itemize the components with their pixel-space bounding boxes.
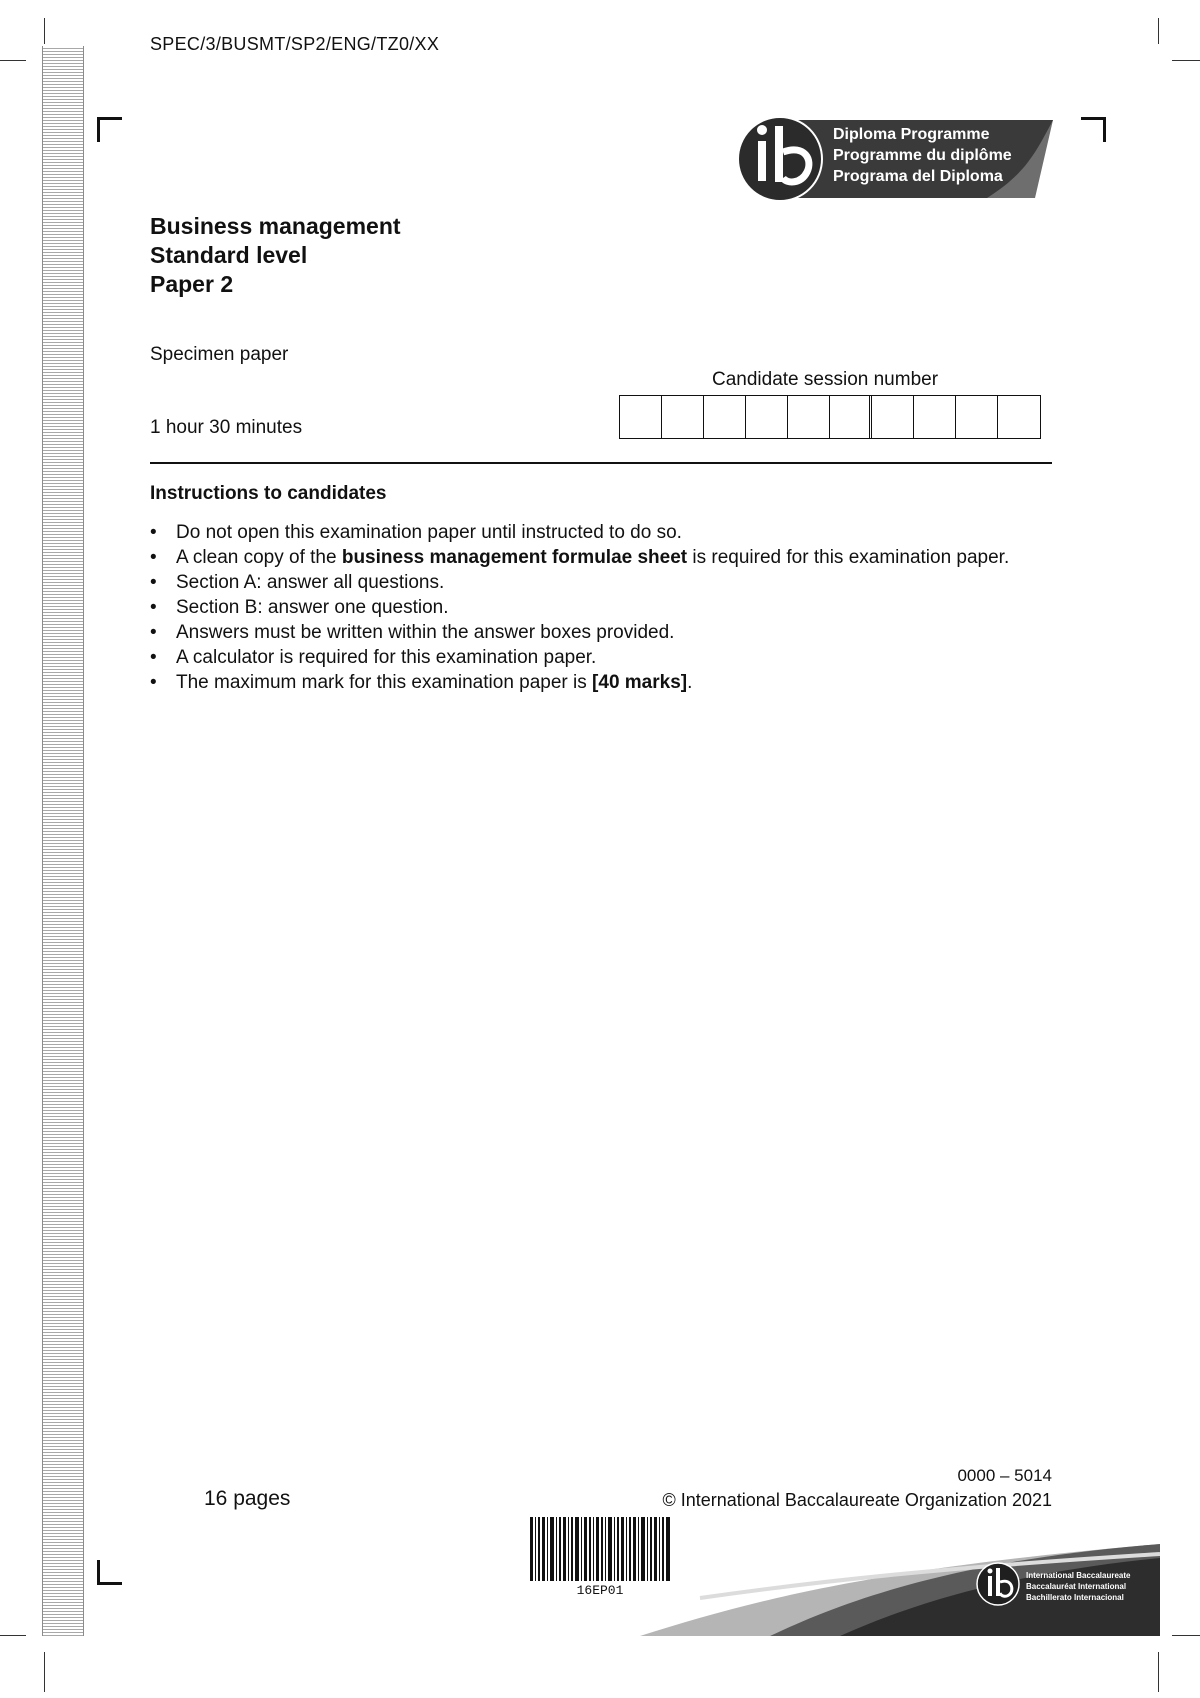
instruction-item: • Do not open this examination paper until instructed to do so. xyxy=(150,520,1050,545)
instruction-item: • A clean copy of the business management formulae sheet is required for this examination paper. xyxy=(150,545,1050,570)
divider xyxy=(150,462,1052,464)
candidate-session-box[interactable] xyxy=(662,396,704,438)
candidate-session-box[interactable] xyxy=(872,396,914,438)
corner-bracket-top-right xyxy=(1081,117,1106,142)
instruction-item: • The maximum mark for this examination paper is [40 marks]. xyxy=(150,670,1050,695)
candidate-session-box[interactable] xyxy=(704,396,746,438)
instruction-item: • Section A: answer all questions. xyxy=(150,570,1050,595)
duration-label: 1 hour 30 minutes xyxy=(150,417,303,438)
ib-logo-icon xyxy=(735,114,1055,204)
candidate-session-box[interactable] xyxy=(620,396,662,438)
barcode-label: 16EP01 xyxy=(576,1583,624,1598)
candidate-session-box[interactable] xyxy=(746,396,788,438)
subject-title: Business management xyxy=(150,213,401,239)
trim-mark xyxy=(0,1635,26,1636)
trim-mark xyxy=(1158,18,1159,44)
instruction-item: • A calculator is required for this examination paper. xyxy=(150,645,1050,670)
instruction-item: • Section B: answer one question. xyxy=(150,595,1050,620)
instructions-list xyxy=(150,520,1050,695)
candidate-session-box[interactable] xyxy=(788,396,830,438)
candidate-session-box[interactable] xyxy=(914,396,956,438)
instruction-item: • Answers must be written within the answer boxes provided. xyxy=(150,620,1050,645)
paper-number: Paper 2 xyxy=(150,271,234,297)
corner-bracket-bottom-left xyxy=(97,1560,122,1585)
logo-line: Programme du diplôme xyxy=(833,147,1012,164)
candidate-session-label: Candidate session number xyxy=(712,369,939,390)
candidate-session-box[interactable] xyxy=(998,396,1040,438)
org-line: Baccalauréat International xyxy=(1026,1582,1127,1591)
copyright: © International Baccalaureate Organization 2021 xyxy=(662,1490,1052,1510)
candidate-session-box[interactable] xyxy=(830,396,872,438)
trim-mark xyxy=(1158,1652,1159,1692)
trim-mark xyxy=(0,60,26,61)
logo-line: Programa del Diploma xyxy=(833,168,1003,185)
candidate-session-box[interactable] xyxy=(956,396,998,438)
left-hatched-strip xyxy=(42,46,84,1636)
trim-mark xyxy=(1172,1635,1200,1636)
corner-bracket-top-left xyxy=(97,117,122,142)
org-line: International Baccalaureate xyxy=(1026,1571,1131,1580)
specimen-label: Specimen paper xyxy=(150,344,289,365)
trim-mark xyxy=(1172,60,1200,61)
org-line: Bachillerato Internacional xyxy=(1026,1593,1124,1602)
trim-mark xyxy=(44,1652,45,1692)
logo-line: Diploma Programme xyxy=(833,126,990,143)
ib-small-logo-icon xyxy=(977,1563,1019,1605)
page-count: 16 pages xyxy=(204,1487,291,1510)
level-title: Standard level xyxy=(150,242,308,268)
document-code: SPEC/3/BUSMT/SP2/ENG/TZ0/XX xyxy=(150,34,440,54)
candidate-session-boxes xyxy=(619,395,1041,439)
footer-swoosh xyxy=(640,1538,1160,1638)
paper-title-block xyxy=(150,212,401,299)
instructions-heading: Instructions to candidates xyxy=(150,483,387,504)
paper-code: 0000 – 5014 xyxy=(957,1466,1052,1485)
trim-mark xyxy=(44,18,45,44)
